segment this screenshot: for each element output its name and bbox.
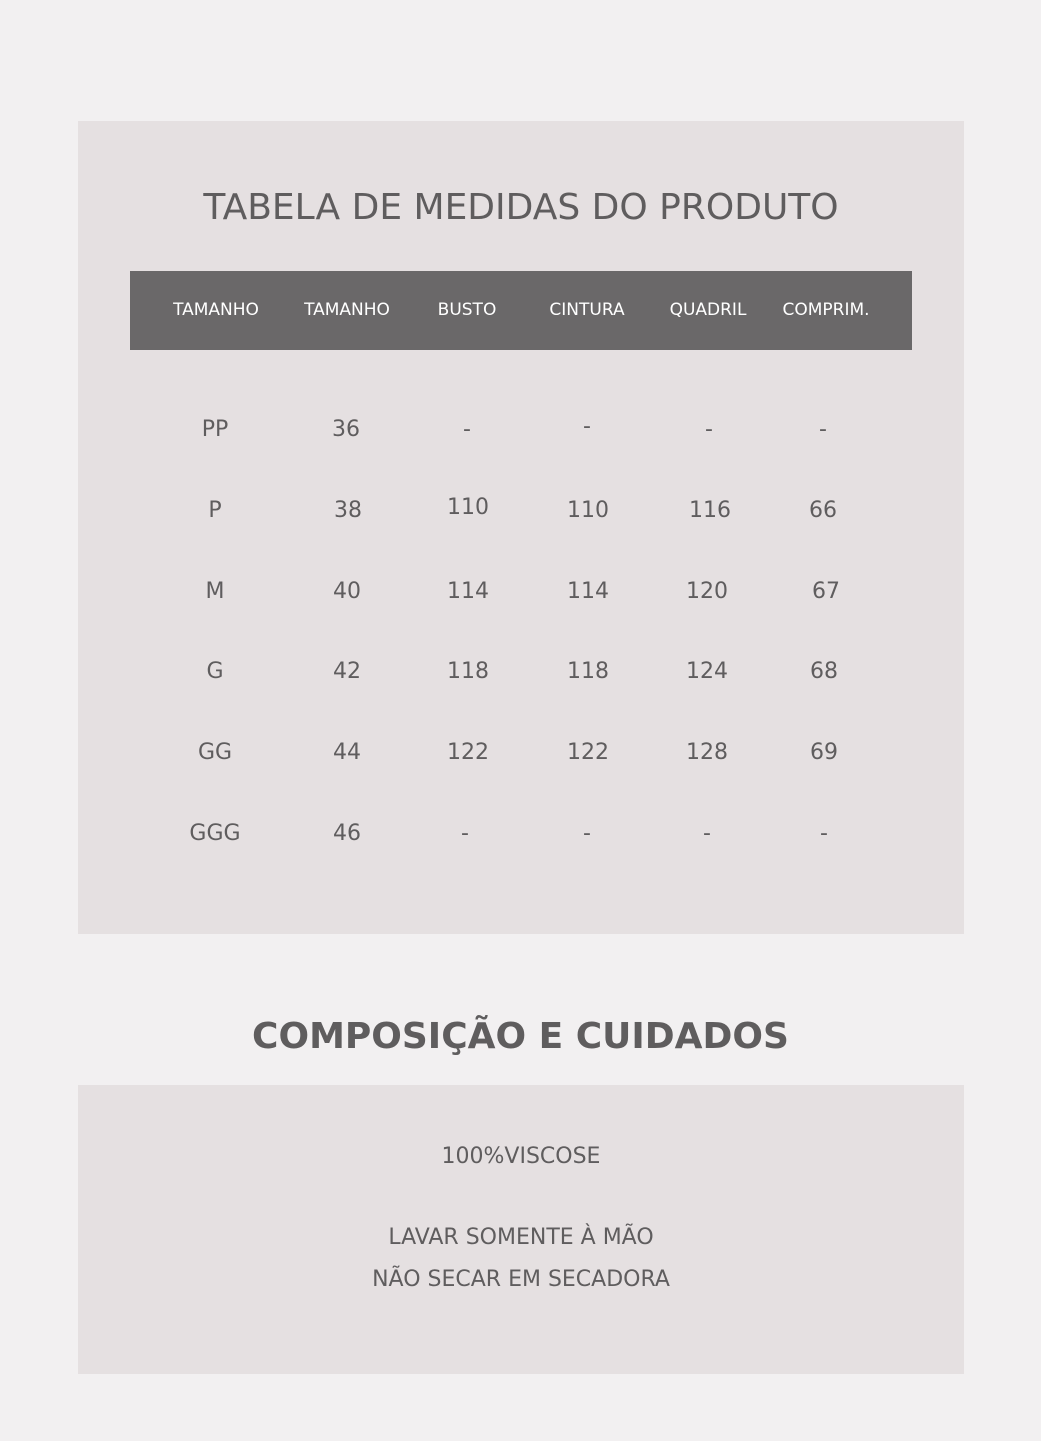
cell-hip: 124	[686, 659, 728, 684]
header-bust: BUSTO	[437, 300, 497, 320]
cell-size-number: 46	[333, 821, 361, 846]
cell-length: 66	[809, 498, 837, 523]
table-row	[78, 572, 964, 612]
care-title: COMPOSIÇÃO E CUIDADOS	[252, 1016, 789, 1057]
cell-size-letter: GG	[197, 740, 233, 765]
cell-size-letter: PP	[201, 417, 229, 442]
cell-hip: 128	[686, 740, 728, 765]
table-row	[78, 652, 964, 692]
cell-waist: 110	[567, 498, 609, 523]
cell-waist: -	[583, 414, 591, 439]
care-panel	[78, 1085, 964, 1374]
cell-bust: 110	[447, 495, 489, 520]
header-size-number: TAMANHO	[304, 300, 390, 320]
cell-size-letter: GGG	[189, 821, 241, 846]
cell-hip: -	[705, 417, 713, 442]
header-length: COMPRIM.	[782, 300, 870, 320]
table-row	[78, 814, 964, 854]
cell-size-number: 36	[332, 417, 360, 442]
cell-bust: 114	[447, 579, 489, 604]
cell-hip: -	[703, 821, 711, 846]
cell-waist: 118	[567, 659, 609, 684]
cell-hip: 120	[686, 579, 728, 604]
cell-size-number: 40	[333, 579, 361, 604]
table-row	[78, 491, 964, 531]
cell-hip: 116	[689, 498, 731, 523]
cell-size-number: 44	[333, 740, 361, 765]
cell-length: -	[820, 821, 828, 846]
care-instruction: NÃO SECAR EM SECADORA	[372, 1267, 670, 1292]
cell-length: 69	[810, 740, 838, 765]
composition-text: 100%VISCOSE	[441, 1144, 601, 1169]
table-row	[78, 733, 964, 773]
cell-bust: -	[463, 417, 471, 442]
table-row	[78, 410, 964, 450]
cell-size-number: 42	[333, 659, 361, 684]
header-hip: QUADRIL	[669, 300, 747, 320]
cell-waist: -	[583, 821, 591, 846]
cell-size-letter: G	[206, 659, 224, 684]
measures-title: TABELA DE MEDIDAS DO PRODUTO	[203, 187, 839, 228]
cell-length: 68	[810, 659, 838, 684]
care-instruction: LAVAR SOMENTE À MÃO	[388, 1225, 654, 1250]
cell-bust: 122	[447, 740, 489, 765]
cell-length: 67	[812, 579, 840, 604]
cell-waist: 114	[567, 579, 609, 604]
measures-panel	[78, 121, 964, 934]
cell-bust: -	[461, 821, 469, 846]
cell-size-letter: P	[208, 498, 222, 523]
table-header	[130, 271, 912, 350]
cell-size-number: 38	[334, 498, 362, 523]
cell-size-letter: M	[205, 579, 225, 604]
header-waist: CINTURA	[549, 300, 625, 320]
cell-length: -	[819, 417, 827, 442]
cell-bust: 118	[447, 659, 489, 684]
header-size-letter: TAMANHO	[173, 300, 259, 320]
cell-waist: 122	[567, 740, 609, 765]
